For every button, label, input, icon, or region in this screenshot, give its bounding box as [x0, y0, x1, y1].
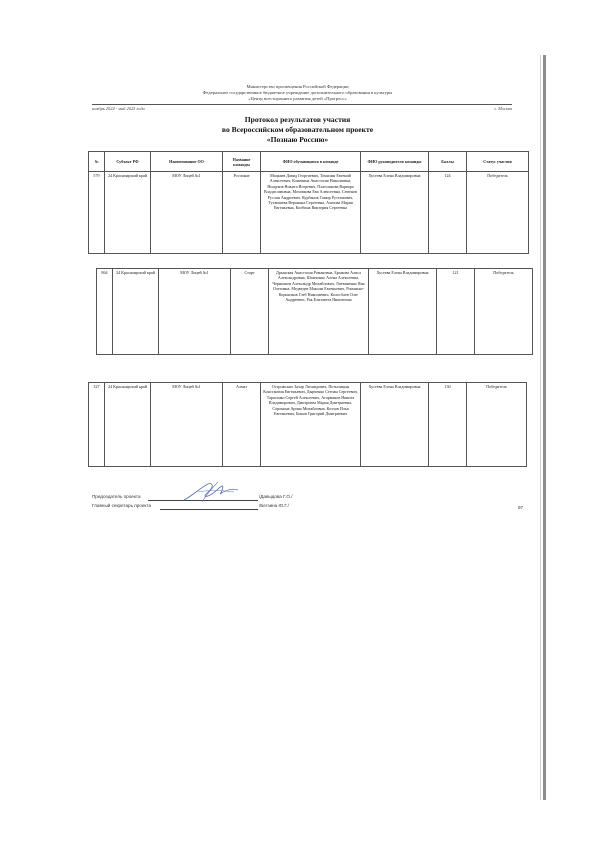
secretary-signature-line	[160, 509, 258, 510]
table-row	[97, 269, 533, 355]
scan-edge-strip	[543, 55, 546, 800]
ministry-name: Министерство просвещения Российской Федерации	[246, 84, 349, 89]
title-line-2: во Всероссийском образовательном проекте	[221, 125, 374, 134]
header-school: Наименование ОО	[151, 152, 223, 172]
secretary-label: Главный секретарь проекта	[92, 503, 152, 508]
row-score: 130	[429, 383, 467, 467]
header-num: №	[89, 152, 105, 172]
secretary-name: /Бегзина Ю.Г./	[259, 503, 289, 508]
center-name: «Центр всестороннего развития детей «Прогресс»	[248, 96, 347, 101]
row-school: МОУ Лицей №1	[151, 383, 223, 467]
header-status: Статус участия	[467, 152, 529, 172]
row-team: Алмаз	[223, 383, 261, 467]
title-line-3: «Познаю Россию»	[266, 135, 329, 144]
row-num: 327	[89, 383, 105, 467]
city-text: г. Москва	[494, 106, 512, 111]
row-status: Победитель	[467, 383, 527, 467]
header-score: Баллы	[429, 152, 467, 172]
row-status: Победитель	[475, 269, 533, 355]
handwritten-signature	[178, 478, 242, 506]
row-team: Старт	[231, 269, 269, 355]
title-line-1: Протокол результатов участия	[244, 115, 351, 124]
results-table-block-2	[96, 268, 533, 355]
header-students: ФИО обучающихся в команде	[261, 152, 361, 172]
period-text: ноябрь 2024 - май 2025 года	[92, 106, 145, 111]
row-leader: Хусеева Елена Владимировна	[361, 172, 429, 254]
row-team: Россияне	[223, 172, 261, 254]
table-row	[89, 383, 527, 467]
row-num: 579	[89, 172, 105, 254]
row-score: 124	[429, 172, 467, 254]
table-row	[89, 172, 529, 254]
row-students: Мацкаев Давид Георгиевич, Томилин Евгений Алексеевич, Кожевина Анастасия Николаевна, Нищуков Никита Игоревич, Платошкова Варвара Владиславовна, Моховкова Ева Алексеевна, Семенов Руслан Андреевич, Курбанов Тамир Рустамович, Тухвишева Вероника Сергеевна, Азизова Мария Евгеньевна, Колбина Виктория Сергеевна	[261, 172, 361, 254]
institution-name: Федеральное государственное бюджетное учреждение дополнительного образования в культуры	[202, 90, 393, 95]
results-table-block-1	[88, 151, 529, 254]
row-school: МОУ Лицей №1	[159, 269, 231, 355]
row-students: Острожских Захар Леонидович, Потылицын Константин Евгеньевич, Дырченко Степан Сергеевич, Тарасенко Сергей Алексеевич, Агарманов Никита Владимирович, Дмитриева Мария Дмитриевна, Сорокина Арина Михайловна, Козлов Илья Евгеньевич, Быков Григорий Дмитриевич	[261, 383, 361, 467]
scan-edge-strip-inner	[540, 55, 541, 800]
row-score: 121	[437, 269, 475, 355]
row-students: Дрынская Анастасия Романовна, Бражова Алиса Александровна, Шамченко Алена Алексеевна, Чернышов Александр Михайлович, Литвиненко Яна Олеговна, Медведев Максим Евгеньевич, Романько-Корнилков Глеб Николаевич, Колосбаев Олег Андреевич, Рак Елизавета Никитична	[269, 269, 369, 355]
results-table-block-3	[88, 382, 527, 467]
header-region: Субъект РФ	[105, 152, 151, 172]
results-table-header	[88, 151, 529, 254]
row-school: МОУ Лицей №1	[151, 172, 223, 254]
row-region: 24 Красноярский край	[105, 172, 151, 254]
chair-label: Председатель проекта	[92, 494, 141, 499]
page-number: 97	[518, 505, 524, 510]
row-leader: Хусеева Елена Владимировна	[361, 383, 429, 467]
row-num: 864	[97, 269, 113, 355]
header-team: Название команды	[223, 152, 261, 172]
row-region: 24 Красноярский край	[113, 269, 159, 355]
row-status: Победитель	[467, 172, 529, 254]
row-leader: Хусеева Елена Владимировна	[369, 269, 437, 355]
chair-name: /Давыдова Г.О./	[259, 494, 293, 499]
row-region: 24 Красноярский край	[105, 383, 151, 467]
header-divider	[92, 104, 512, 105]
header-leader: ФИО руководителя команды	[361, 152, 429, 172]
